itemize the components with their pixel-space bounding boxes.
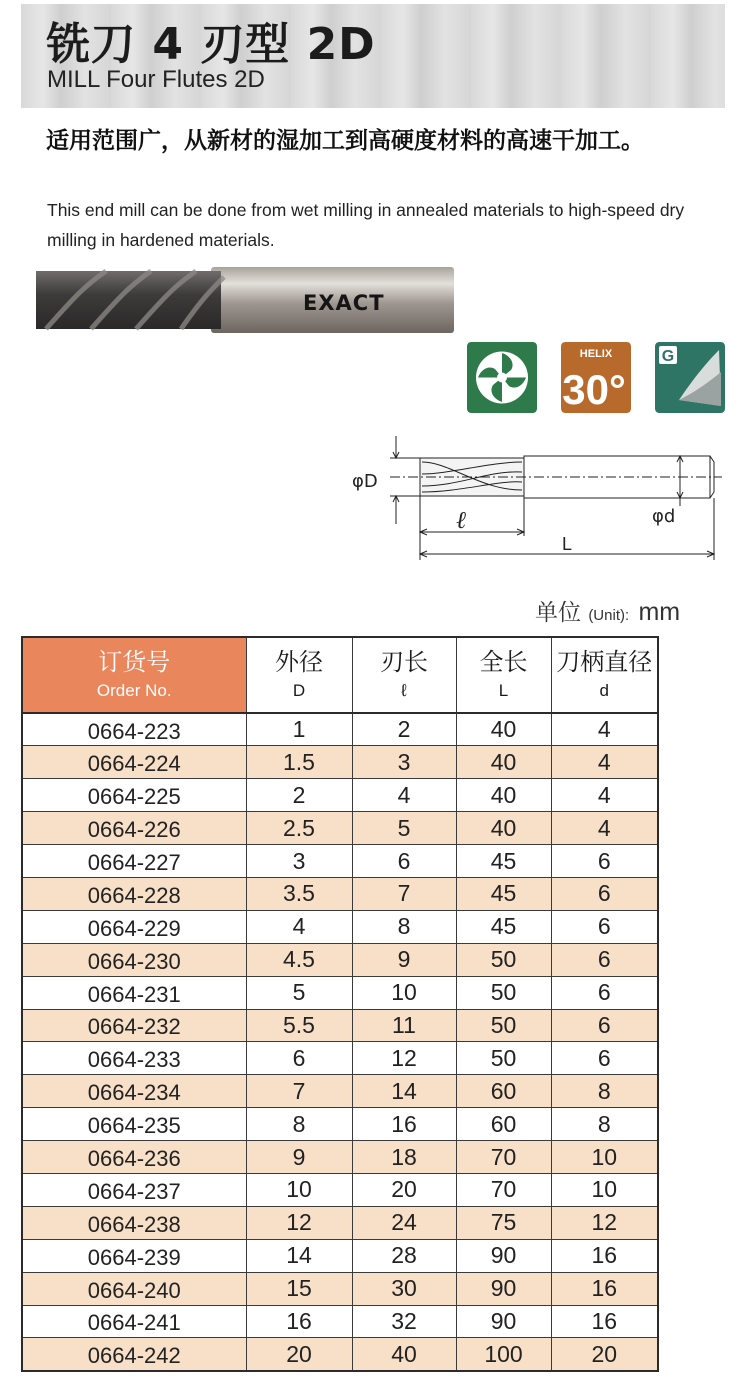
diameter-cell: 4.5: [246, 943, 352, 976]
flute-length-label: ℓ: [456, 506, 466, 534]
diameter-cell: 5: [246, 976, 352, 1009]
flute-length-cell: 9: [352, 943, 456, 976]
order-no-cell: 0664-237: [22, 1173, 246, 1206]
overall-length-cell: 50: [456, 976, 551, 1009]
table-row: [22, 1173, 658, 1206]
shank-diameter-cell: 4: [551, 713, 658, 746]
flute-length-cell: 28: [352, 1239, 456, 1272]
diameter-cell: 15: [246, 1272, 352, 1305]
shank-diameter-cell: 6: [551, 1042, 658, 1075]
overall-length-cell: 60: [456, 1108, 551, 1141]
unit-label-cn: 单位: [535, 600, 581, 626]
shank-diameter-cell: 10: [551, 1173, 658, 1206]
diameter-cell: 16: [246, 1305, 352, 1338]
order-no-cell: 0664-227: [22, 845, 246, 878]
diameter-D-label: φD: [352, 471, 378, 492]
table-header-row: [22, 637, 658, 713]
column-header-order-no: 订货号 Order No.: [22, 637, 246, 713]
table-body: [22, 713, 658, 1371]
overall-length-cell: 50: [456, 1042, 551, 1075]
column-header-L: 全长 L: [456, 637, 551, 713]
page-title: 铣刀 4 刃型 2D: [46, 19, 376, 70]
overall-length-cell: 90: [456, 1239, 551, 1272]
helix-label: HELIX: [579, 348, 613, 360]
flute-length-cell: 5: [352, 812, 456, 845]
helix-30-icon: [561, 342, 631, 413]
order-no-cell: 0664-226: [22, 812, 246, 845]
table-row: [22, 713, 658, 746]
description-cn: 适用范围广，从新材的湿加工到高硬度材料的高速干加工。: [46, 128, 644, 154]
shank-diameter-cell: 6: [551, 877, 658, 910]
shank-diameter-cell: 8: [551, 1108, 658, 1141]
order-no-cell: 0664-240: [22, 1272, 246, 1305]
table-row: [22, 1239, 658, 1272]
unit-note: [535, 594, 680, 627]
table-row: [22, 943, 658, 976]
flute-length-cell: 12: [352, 1042, 456, 1075]
shank-diameter-cell: 6: [551, 1009, 658, 1042]
overall-length-cell: 40: [456, 812, 551, 845]
order-no-cell: 0664-239: [22, 1239, 246, 1272]
description-en: This end mill can be done from wet milling in annealed materials to high-speed dry milling in hardened materials.: [47, 200, 685, 250]
column-header-l: 刃长 ℓ: [352, 637, 456, 713]
table-row: [22, 910, 658, 943]
shank-diameter-cell: 20: [551, 1338, 658, 1371]
order-no-cell: 0664-241: [22, 1305, 246, 1338]
coating-label: G: [661, 348, 675, 365]
order-no-cell: 0664-232: [22, 1009, 246, 1042]
diameter-cell: 1: [246, 713, 352, 746]
overall-length-cell: 90: [456, 1305, 551, 1338]
flute-length-cell: 3: [352, 746, 456, 779]
table-row: [22, 1305, 658, 1338]
column-header-D: 外径 D: [246, 637, 352, 713]
table-row: [22, 877, 658, 910]
flute-length-cell: 30: [352, 1272, 456, 1305]
diameter-cell: 7: [246, 1075, 352, 1108]
diameter-cell: 2: [246, 779, 352, 812]
table-row: [22, 1108, 658, 1141]
overall-length-cell: 40: [456, 713, 551, 746]
table-row: [22, 1075, 658, 1108]
flute-length-cell: 40: [352, 1338, 456, 1371]
order-no-cell: 0664-233: [22, 1042, 246, 1075]
order-no-cell: 0664-234: [22, 1075, 246, 1108]
shank-diameter-cell: 6: [551, 910, 658, 943]
table-row: [22, 812, 658, 845]
order-no-cell: 0664-231: [22, 976, 246, 1009]
diameter-d-label: φd: [652, 506, 676, 527]
four-flute-icon: [467, 342, 537, 413]
flute-length-cell: 10: [352, 976, 456, 1009]
diameter-cell: 9: [246, 1141, 352, 1174]
table-row: [22, 976, 658, 1009]
unit-value: mm: [638, 598, 681, 626]
unit-label-en: (Unit):: [588, 607, 630, 624]
shank-diameter-cell: 6: [551, 845, 658, 878]
flute-length-cell: 8: [352, 910, 456, 943]
diameter-cell: 3: [246, 845, 352, 878]
overall-length-cell: 45: [456, 877, 551, 910]
diameter-cell: 3.5: [246, 877, 352, 910]
column-header-d: 刀柄直径 d: [551, 637, 658, 713]
flute-length-cell: 2: [352, 713, 456, 746]
diameter-cell: 6: [246, 1042, 352, 1075]
flute-length-cell: 32: [352, 1305, 456, 1338]
flute-length-cell: 18: [352, 1141, 456, 1174]
overall-length-cell: 45: [456, 910, 551, 943]
shank-diameter-cell: 16: [551, 1305, 658, 1338]
overall-length-cell: 70: [456, 1141, 551, 1174]
overall-length-cell: 45: [456, 845, 551, 878]
order-no-cell: 0664-242: [22, 1338, 246, 1371]
overall-length-cell: 40: [456, 779, 551, 812]
flute-length-cell: 14: [352, 1075, 456, 1108]
order-no-cell: 0664-225: [22, 779, 246, 812]
shank-diameter-cell: 16: [551, 1272, 658, 1305]
end-mill-photo: [36, 265, 456, 335]
flute-length-cell: 16: [352, 1108, 456, 1141]
table-row: [22, 1272, 658, 1305]
overall-length-cell: 40: [456, 746, 551, 779]
order-no-cell: 0664-235: [22, 1108, 246, 1141]
shank-diameter-cell: 8: [551, 1075, 658, 1108]
shank-diameter-cell: 4: [551, 779, 658, 812]
diameter-cell: 1.5: [246, 746, 352, 779]
order-no-cell: 0664-228: [22, 877, 246, 910]
overall-length-cell: 90: [456, 1272, 551, 1305]
diameter-cell: 5.5: [246, 1009, 352, 1042]
order-no-cell: 0664-236: [22, 1141, 246, 1174]
overall-length-cell: 50: [456, 1009, 551, 1042]
table-row: [22, 1206, 658, 1239]
table-row: [22, 779, 658, 812]
helix-value: 30°: [562, 366, 626, 413]
flute-length-cell: 20: [352, 1173, 456, 1206]
diameter-cell: 20: [246, 1338, 352, 1371]
shank-diameter-cell: 6: [551, 943, 658, 976]
shank-diameter-cell: 6: [551, 976, 658, 1009]
order-no-cell: 0664-230: [22, 943, 246, 976]
flute-length-cell: 7: [352, 877, 456, 910]
dimension-diagram: [350, 432, 730, 562]
flute-length-cell: 6: [352, 845, 456, 878]
shank-diameter-cell: 4: [551, 746, 658, 779]
spec-table: [21, 636, 659, 1372]
overall-length-cell: 50: [456, 943, 551, 976]
overall-length-cell: 70: [456, 1173, 551, 1206]
table-row: [22, 746, 658, 779]
diameter-cell: 2.5: [246, 812, 352, 845]
diameter-cell: 14: [246, 1239, 352, 1272]
flute-length-cell: 4: [352, 779, 456, 812]
order-no-cell: 0664-224: [22, 746, 246, 779]
flute-length-cell: 24: [352, 1206, 456, 1239]
diameter-cell: 12: [246, 1206, 352, 1239]
table-row: [22, 1009, 658, 1042]
coating-g-icon: [655, 342, 725, 413]
shank-diameter-cell: 12: [551, 1206, 658, 1239]
shank-diameter-cell: 16: [551, 1239, 658, 1272]
table-row: [22, 845, 658, 878]
diameter-cell: 4: [246, 910, 352, 943]
diameter-cell: 10: [246, 1173, 352, 1206]
table-row: [22, 1141, 658, 1174]
order-no-cell: 0664-238: [22, 1206, 246, 1239]
brand-logo: EXACT: [303, 291, 385, 315]
diameter-cell: 8: [246, 1108, 352, 1141]
table-row: [22, 1042, 658, 1075]
overall-length-cell: 75: [456, 1206, 551, 1239]
order-no-cell: 0664-223: [22, 713, 246, 746]
overall-length-cell: 100: [456, 1338, 551, 1371]
shank-diameter-cell: 4: [551, 812, 658, 845]
overall-length-cell: 60: [456, 1075, 551, 1108]
shank-diameter-cell: 10: [551, 1141, 658, 1174]
table-row: [22, 1338, 658, 1371]
length-L-label: L: [562, 534, 573, 554]
flute-length-cell: 11: [352, 1009, 456, 1042]
order-no-cell: 0664-229: [22, 910, 246, 943]
page-subtitle: MILL Four Flutes 2D: [47, 66, 265, 93]
